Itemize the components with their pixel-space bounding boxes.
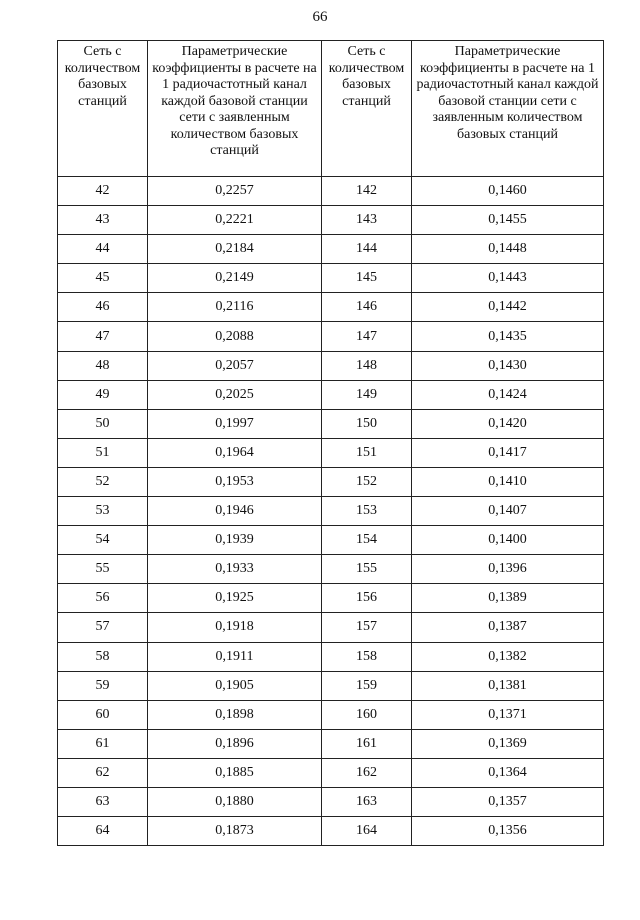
coefficient-left-cell: 0,1885 — [148, 758, 322, 787]
coefficient-left-cell: 0,1964 — [148, 438, 322, 467]
station-count-right-cell: 164 — [322, 817, 412, 846]
coefficient-left-cell: 0,1873 — [148, 817, 322, 846]
station-count-left-cell: 51 — [58, 438, 148, 467]
coefficient-left-cell: 0,2257 — [148, 177, 322, 206]
table-row — [58, 293, 604, 322]
station-count-left-cell: 49 — [58, 380, 148, 409]
header-station-count-left: Сеть с количеством базовых станций — [58, 41, 148, 177]
station-count-right-cell: 146 — [322, 293, 412, 322]
coefficient-right-cell: 0,1389 — [412, 584, 604, 613]
station-count-right-cell: 154 — [322, 526, 412, 555]
coefficient-right-cell: 0,1460 — [412, 177, 604, 206]
station-count-right-cell: 147 — [322, 322, 412, 351]
station-count-left-cell: 56 — [58, 584, 148, 613]
station-count-left-cell: 62 — [58, 758, 148, 787]
coefficient-right-cell: 0,1369 — [412, 729, 604, 758]
coefficient-left-cell: 0,2057 — [148, 351, 322, 380]
coefficient-right-cell: 0,1435 — [412, 322, 604, 351]
coefficient-left-cell: 0,1925 — [148, 584, 322, 613]
table-header — [58, 41, 604, 177]
coefficient-left-cell: 0,2116 — [148, 293, 322, 322]
coefficient-right-cell: 0,1381 — [412, 671, 604, 700]
station-count-left-cell: 50 — [58, 409, 148, 438]
coefficient-left-cell: 0,1946 — [148, 497, 322, 526]
station-count-right-cell: 142 — [322, 177, 412, 206]
station-count-left-cell: 53 — [58, 497, 148, 526]
coefficient-left-cell: 0,1898 — [148, 700, 322, 729]
station-count-left-cell: 64 — [58, 817, 148, 846]
station-count-right-cell: 144 — [322, 235, 412, 264]
header-row — [58, 41, 604, 177]
station-count-left-cell: 48 — [58, 351, 148, 380]
coefficient-left-cell: 0,2088 — [148, 322, 322, 351]
table-row — [58, 700, 604, 729]
station-count-right-cell: 150 — [322, 409, 412, 438]
station-count-left-cell: 55 — [58, 555, 148, 584]
station-count-left-cell: 52 — [58, 467, 148, 496]
table-row — [58, 787, 604, 816]
coefficient-right-cell: 0,1396 — [412, 555, 604, 584]
coefficient-right-cell: 0,1442 — [412, 293, 604, 322]
station-count-right-cell: 157 — [322, 613, 412, 642]
table-row — [58, 235, 604, 264]
table-row — [58, 671, 604, 700]
coefficient-left-cell: 0,1905 — [148, 671, 322, 700]
coefficient-left-cell: 0,1880 — [148, 787, 322, 816]
coefficient-left-cell: 0,2149 — [148, 264, 322, 293]
table-row — [58, 322, 604, 351]
coefficient-right-cell: 0,1356 — [412, 817, 604, 846]
station-count-right-cell: 152 — [322, 467, 412, 496]
header-coefficient-left: Параметрические коэффициенты в расчете на 1 радиочастотный канал каждой базовой станции сети с заявленным количеством базовых станций — [148, 41, 322, 177]
table-row — [58, 264, 604, 293]
station-count-left-cell: 45 — [58, 264, 148, 293]
coefficients-table — [57, 40, 604, 846]
coefficient-right-cell: 0,1430 — [412, 351, 604, 380]
coefficient-left-cell: 0,1933 — [148, 555, 322, 584]
coefficient-right-cell: 0,1382 — [412, 642, 604, 671]
table-row — [58, 758, 604, 787]
coefficient-right-cell: 0,1443 — [412, 264, 604, 293]
station-count-left-cell: 54 — [58, 526, 148, 555]
station-count-left-cell: 42 — [58, 177, 148, 206]
station-count-left-cell: 47 — [58, 322, 148, 351]
station-count-right-cell: 145 — [322, 264, 412, 293]
coefficient-right-cell: 0,1417 — [412, 438, 604, 467]
coefficient-left-cell: 0,1918 — [148, 613, 322, 642]
coefficient-left-cell: 0,1953 — [148, 467, 322, 496]
station-count-left-cell: 60 — [58, 700, 148, 729]
coefficient-left-cell: 0,2221 — [148, 206, 322, 235]
table-row — [58, 497, 604, 526]
station-count-left-cell: 58 — [58, 642, 148, 671]
station-count-right-cell: 156 — [322, 584, 412, 613]
coefficient-right-cell: 0,1364 — [412, 758, 604, 787]
station-count-right-cell: 163 — [322, 787, 412, 816]
coefficient-right-cell: 0,1410 — [412, 467, 604, 496]
table-row — [58, 584, 604, 613]
station-count-left-cell: 44 — [58, 235, 148, 264]
coefficient-right-cell: 0,1400 — [412, 526, 604, 555]
coefficient-right-cell: 0,1357 — [412, 787, 604, 816]
coefficient-right-cell: 0,1371 — [412, 700, 604, 729]
station-count-left-cell: 43 — [58, 206, 148, 235]
station-count-right-cell: 162 — [322, 758, 412, 787]
table-row — [58, 438, 604, 467]
station-count-right-cell: 149 — [322, 380, 412, 409]
table-row — [58, 467, 604, 496]
coefficient-left-cell: 0,1896 — [148, 729, 322, 758]
coefficient-right-cell: 0,1424 — [412, 380, 604, 409]
station-count-right-cell: 153 — [322, 497, 412, 526]
station-count-right-cell: 161 — [322, 729, 412, 758]
coefficient-right-cell: 0,1420 — [412, 409, 604, 438]
table-row — [58, 555, 604, 584]
table-row — [58, 526, 604, 555]
table-row — [58, 380, 604, 409]
station-count-left-cell: 63 — [58, 787, 148, 816]
station-count-left-cell: 46 — [58, 293, 148, 322]
table-row — [58, 817, 604, 846]
page-number: 66 — [312, 9, 328, 25]
header-station-count-right: Сеть с количеством базовых станций — [322, 41, 412, 177]
station-count-right-cell: 155 — [322, 555, 412, 584]
coefficient-left-cell: 0,1997 — [148, 409, 322, 438]
station-count-right-cell: 143 — [322, 206, 412, 235]
coefficient-left-cell: 0,2025 — [148, 380, 322, 409]
coefficient-left-cell: 0,1939 — [148, 526, 322, 555]
table-body — [58, 177, 604, 846]
station-count-right-cell: 159 — [322, 671, 412, 700]
station-count-right-cell: 158 — [322, 642, 412, 671]
table-row — [58, 729, 604, 758]
coefficient-right-cell: 0,1387 — [412, 613, 604, 642]
station-count-right-cell: 160 — [322, 700, 412, 729]
station-count-right-cell: 148 — [322, 351, 412, 380]
coefficient-left-cell: 0,2184 — [148, 235, 322, 264]
station-count-right-cell: 151 — [322, 438, 412, 467]
station-count-left-cell: 61 — [58, 729, 148, 758]
station-count-left-cell: 57 — [58, 613, 148, 642]
table-row — [58, 177, 604, 206]
table-row — [58, 613, 604, 642]
coefficient-left-cell: 0,1911 — [148, 642, 322, 671]
coefficient-right-cell: 0,1407 — [412, 497, 604, 526]
header-coefficient-right: Параметрические коэффициенты в расчете на 1 радиочастотный канал каждой базовой станции сети с заявленным количеством базовых станций — [412, 41, 604, 177]
coefficient-right-cell: 0,1448 — [412, 235, 604, 264]
table-row — [58, 642, 604, 671]
table-row — [58, 206, 604, 235]
table-row — [58, 351, 604, 380]
station-count-left-cell: 59 — [58, 671, 148, 700]
table-row — [58, 409, 604, 438]
coefficient-right-cell: 0,1455 — [412, 206, 604, 235]
